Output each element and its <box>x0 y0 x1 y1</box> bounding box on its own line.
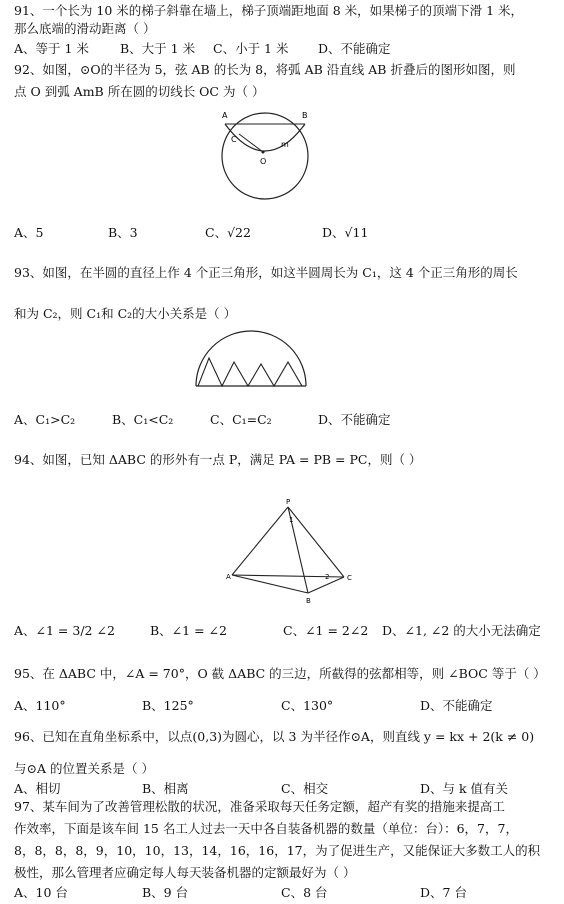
q97-option-b: B、9 台 <box>142 885 189 900</box>
q91-option-c: C、小于 1 米 <box>213 41 289 56</box>
q94-label-p: P <box>286 498 291 506</box>
q94-label-2: 2 <box>325 573 330 581</box>
q95-option-c: C、130° <box>281 698 334 713</box>
q95-option-d: D、不能确定 <box>420 698 493 713</box>
q93-line2: 和为 C₂，则 C₁和 C₂的大小关系是（ ） <box>14 306 237 321</box>
q92-option-c: C、√22 <box>205 225 251 240</box>
q96-option-b: B、相离 <box>142 781 189 796</box>
q96-option-c: C、相交 <box>281 781 329 796</box>
q91-option-b: B、大于 1 米 <box>120 41 196 56</box>
q94-label-c: C <box>347 574 352 582</box>
q92-line1: 92、如图，⊙O的半径为 5，弦 AB 的长为 8，将弧 AB 沿直线 AB 折叠后的图形如图，则 <box>14 62 516 77</box>
q94-figure <box>224 497 358 607</box>
q92-label-a: A <box>222 111 228 120</box>
q95-option-b: B、125° <box>142 698 194 713</box>
q97-option-c: C、8 台 <box>281 885 328 900</box>
q96-line1: 96、已知在直角坐标系中，以点(0,3)为圆心，以 3 为半径作⊙A，则直线 y = kx + 2(k ≠ 0) <box>14 729 535 744</box>
q97-line4: 极性，那么管理者应确定每人每天装备机器的定额最好为（ ） <box>14 865 356 880</box>
q93-triangles <box>198 358 302 386</box>
q94-label-b: B <box>306 597 311 605</box>
q94-label-1: 1 <box>289 516 294 524</box>
q91-option-d: D、不能确定 <box>318 41 391 56</box>
q97-option-a: A、10 台 <box>14 885 68 900</box>
q96-line2: 与⊙A 的位置关系是（ ） <box>14 761 154 776</box>
q97-option-d: D、7 台 <box>420 885 467 900</box>
q94-option-d: D、∠1, ∠2 的大小无法确定 <box>382 623 541 638</box>
q94-seg-pa <box>232 507 288 575</box>
q97-line3: 8，8，8，8，9，10，10，13，14，16，16，17，为了促进生产，又能保证大多数工人的积 <box>14 843 541 858</box>
q95-option-a: A、110° <box>14 698 66 713</box>
q93-option-d: D、不能确定 <box>318 412 391 427</box>
q92-label-m: m <box>281 140 289 149</box>
q92-option-a: A、5 <box>14 225 44 240</box>
q92-label-o: O <box>260 157 267 166</box>
q94-seg-ab <box>232 575 308 593</box>
q91-line1: 91、一个长为 10 米的梯子斜靠在墙上，梯子顶端距地面 8 米，如果梯子的顶端下滑 1 米， <box>14 3 524 18</box>
q93-option-c: C、C₁=C₂ <box>210 412 272 427</box>
q97-line2: 作效率，下面是该车间 15 名工人过去一天中各自装备机器的数量（单位：台）：6，7，7， <box>14 821 518 836</box>
q93-option-b: B、C₁<C₂ <box>112 412 174 427</box>
q92-label-b: B <box>302 111 308 120</box>
q92-center-o <box>262 151 265 154</box>
q92-circle <box>222 113 308 199</box>
q92-folded-arc <box>225 124 305 151</box>
q97-line1: 97、某车间为了改善管理松散的状况，准备采取每天任务定额，超产有奖的措施来提高工 <box>14 799 505 814</box>
q91-option-a: A、等于 1 米 <box>14 41 89 56</box>
q92-line2: 点 O 到弧 AmB 所在圆的切线长 OC 为（ ） <box>14 84 265 99</box>
q95-line1: 95、在 ΔABC 中，∠A = 70°，O 截 ΔABC 的三边，所截得的弦都相等，则 ∠BOC 等于（ ） <box>14 666 546 681</box>
q94-option-a: A、∠1 = 3/2 ∠2 <box>14 623 115 638</box>
q93-figure <box>192 328 310 390</box>
q93-semicircle <box>196 331 306 386</box>
q96-option-d: D、与 k 值有关 <box>420 781 509 796</box>
q94-option-c: C、∠1 = 2∠2 <box>283 623 369 638</box>
q94-line1: 94、如图，已知 ΔABC 的形外有一点 P，满足 PA = PB = PC，则（ ） <box>14 452 422 467</box>
q94-label-a: A <box>226 573 231 581</box>
q92-option-d: D、√11 <box>322 225 369 240</box>
q92-label-c: C <box>231 135 237 144</box>
q93-option-a: A、C₁>C₂ <box>14 412 76 427</box>
q91-line2: 那么底端的滑动距离（ ） <box>14 21 156 36</box>
q94-option-b: B、∠1 = ∠2 <box>150 623 227 638</box>
q92-option-b: B、3 <box>108 225 138 240</box>
q93-line1: 93、如图，在半圆的直径上作 4 个正三角形，如这半圆周长为 C₁，这 4 个正三角形的周长 <box>14 265 518 280</box>
q96-option-a: A、相切 <box>14 781 61 796</box>
q92-figure <box>205 108 325 203</box>
